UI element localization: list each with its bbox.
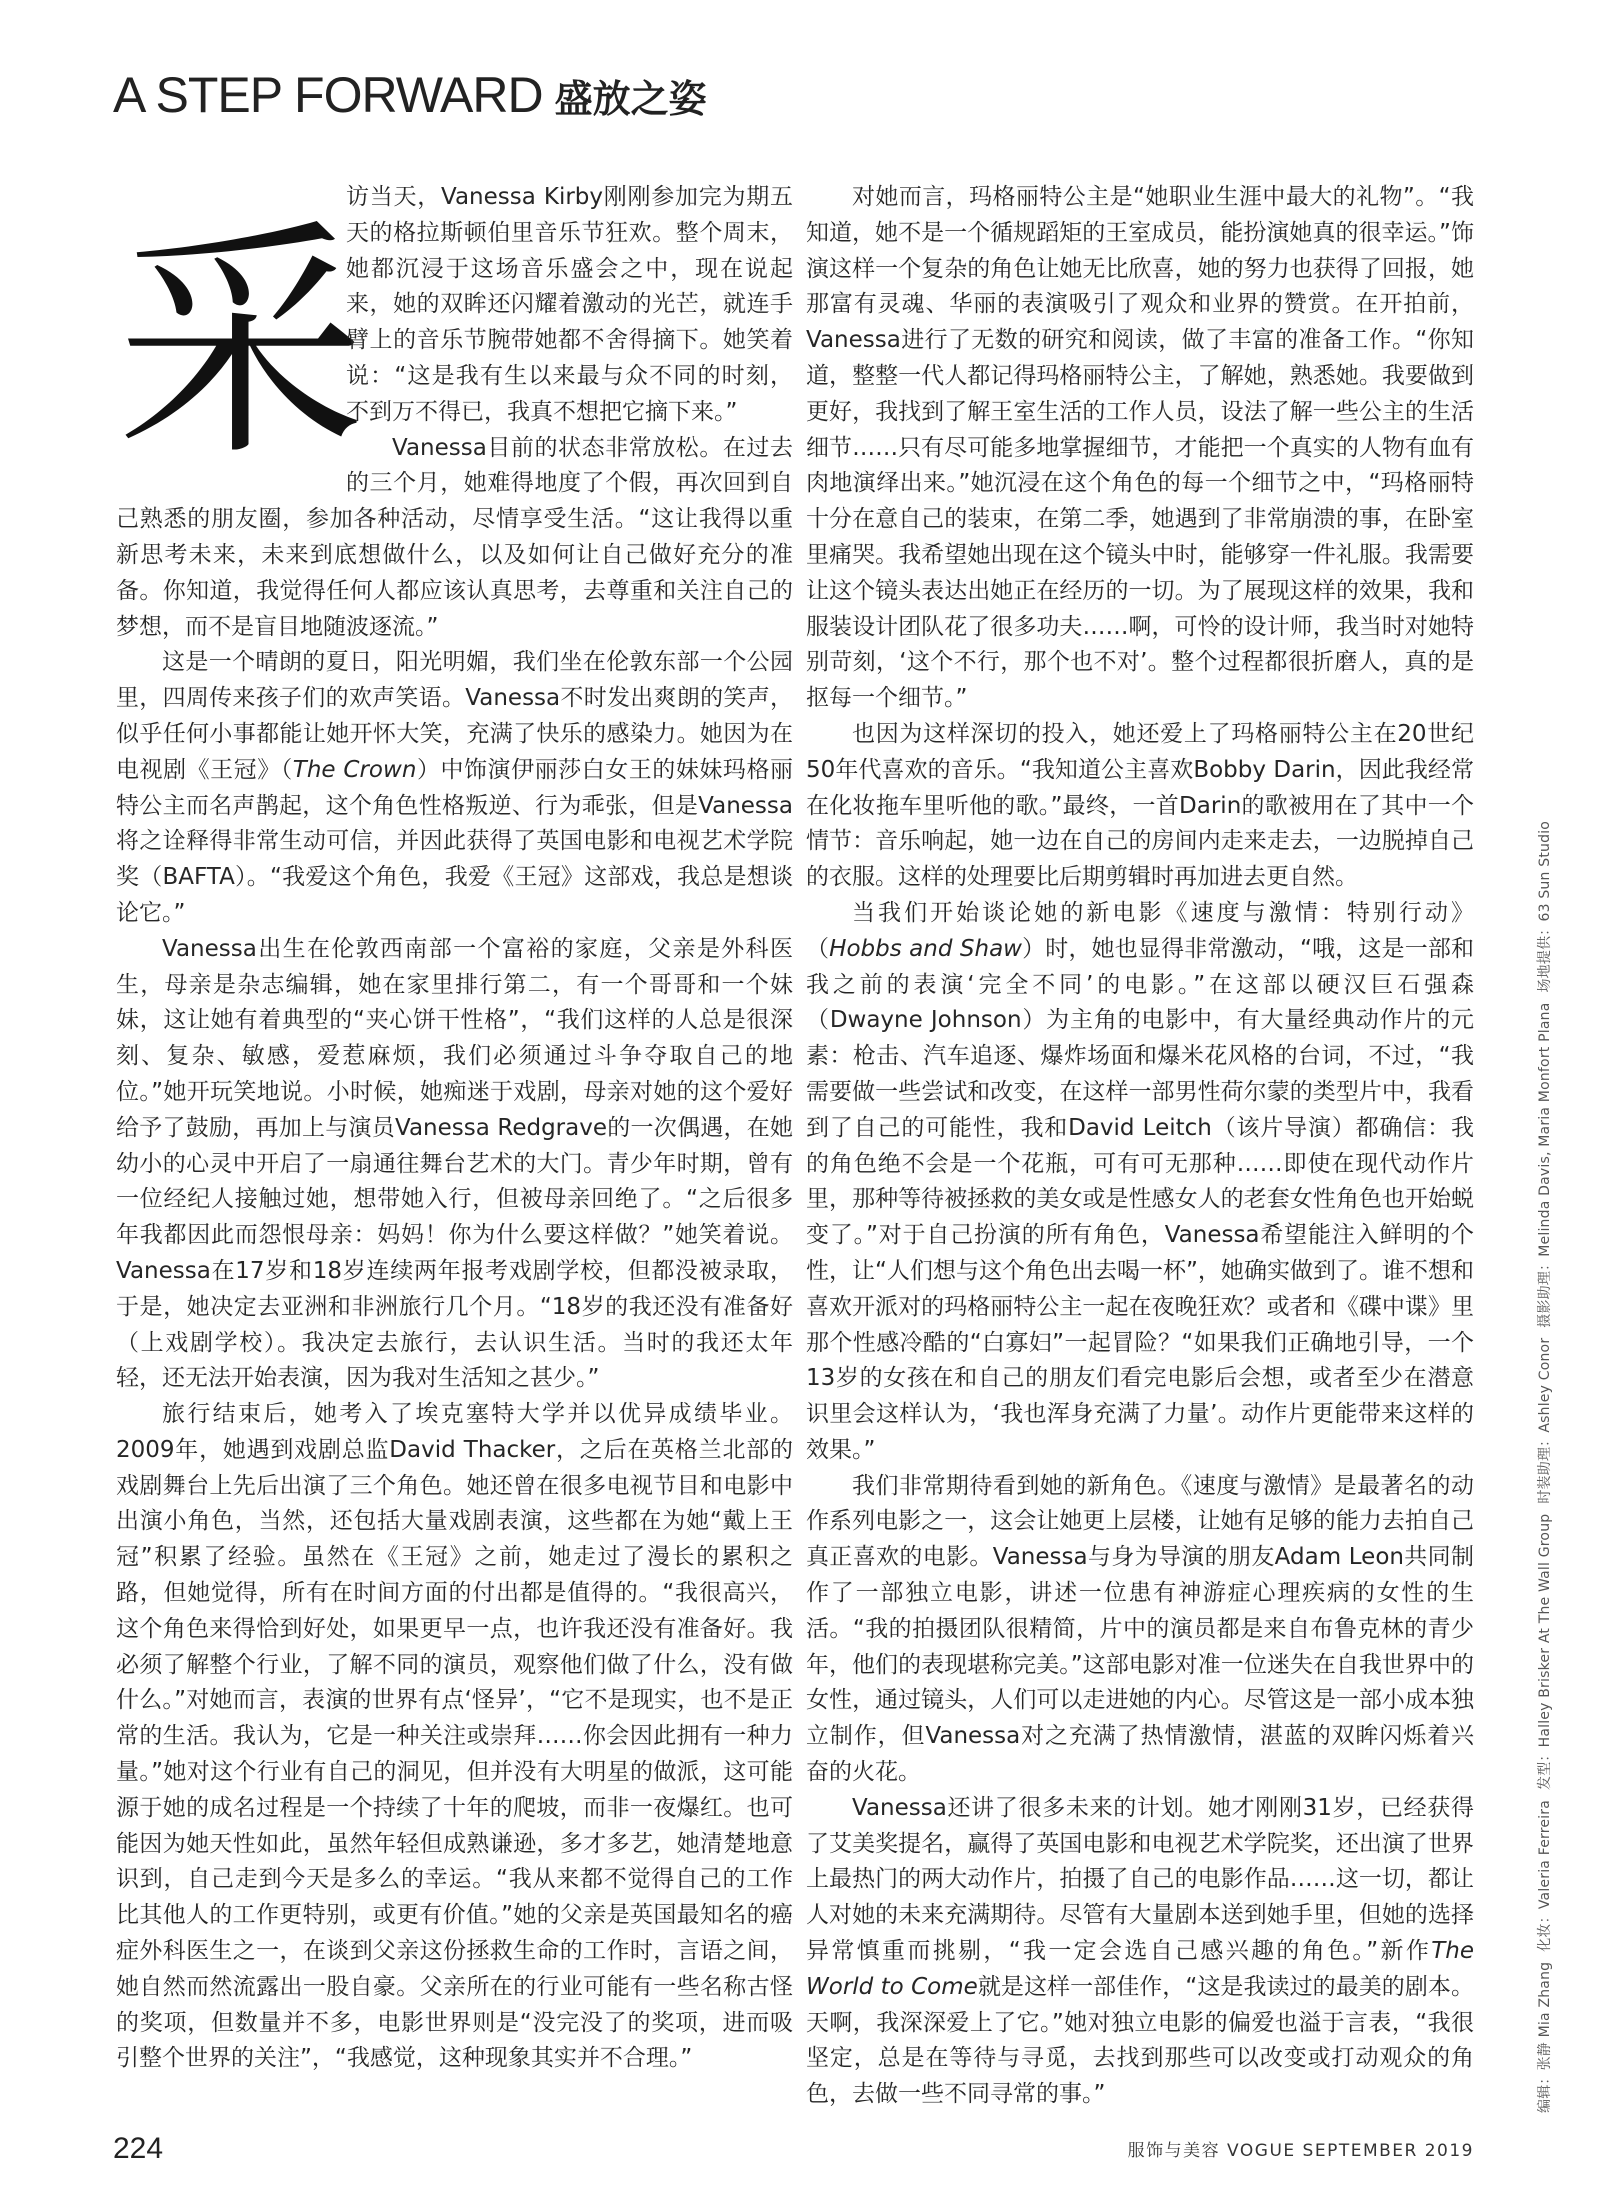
section-title-cn: 盛放之姿 bbox=[554, 77, 707, 121]
credit-makeup: 化妆：Valeria Ferreira bbox=[1537, 1799, 1553, 1952]
page-header bbox=[113, 66, 707, 124]
article-paragraph bbox=[116, 932, 793, 1397]
paragraph-text: 就是这样一部佳作，“这是我读过的最美的剧本。天啊，我深深爱上了它。”她对独立电影的偏爱也溢于言表，“我很坚定，总是在等待与寻觅，去找到那些可以改变或打动观众的角色，去做一些不同寻常的事。” bbox=[806, 1973, 1474, 2108]
paragraph-text: Vanessa出生在伦敦西南部一个富裕的家庭，父亲是外科医生，母亲是杂志编辑，她在家里排行第二，有一个哥哥和一个妹妹，这让她有着典型的“夹心饼干性格”，“我们这样的人总是很深刻、复杂、敏感，爱惹麻烦，我们必须通过斗争夺取自己的地位。”她开玩笑地说。小时候，她痴迷于戏剧，母亲对她的这个爱好给予了鼓励，再加上与演员Vanessa Redgrave的一次偶遇，在她幼小的心灵中开启了一扇通往舞台艺术的大门。青少年时期，曾有一位经纪人接触过她，想带她入行，但被母亲回绝了。“之后很多年我都因此而怨恨母亲：妈妈！你为什么要这样做？”她笑着说。Vanessa在17岁和18岁连续两年报考戏剧学校，但都没被录取，于是，她决定去亚洲和非洲旅行几个月。“18岁的我还没有准备好（上戏剧学校）。我决定去旅行，去认识生活。当时的我还太年轻，还无法开始表演，因为我对生活知之甚少。” bbox=[116, 935, 793, 1392]
drop-cap: 采 bbox=[116, 198, 366, 489]
credit-fashion-assistant: 时装助理：Ashley Conor bbox=[1537, 1337, 1553, 1504]
paragraph-text: 我们非常期待看到她的新角色。《速度与激情》是最著名的动作系列电影之一，这会让她更上层楼，让她有足够的能力去拍自己真正喜欢的电影。Vanessa与身为导演的朋友Adam Leon共同制作了一部独立电影，讲述一位患有神游症心理疾病的女性的生活。“我的拍摄团队很精简，片中的演员都是来自布鲁克林的青少年，他们的表现堪称完美。”这部电影对准一位迷失在自我世界中的女性，通过镜头，人们可以走进她的内心。尽管这是一部小成本独立制作，但Vanessa对之充满了热情激情，湛蓝的双眸闪烁着兴奋的火花。 bbox=[806, 1472, 1474, 1786]
italic-title: The Crown bbox=[292, 756, 417, 783]
article-paragraph bbox=[806, 896, 1474, 1469]
italic-title: The World to Come bbox=[806, 1938, 1474, 2000]
article-paragraph bbox=[806, 1791, 1474, 2113]
credit-photo-assistant: 摄影助理：Melinda Davis, Maria Monfort Plana bbox=[1537, 1002, 1553, 1328]
section-title-en: A STEP FORWARD bbox=[113, 67, 543, 123]
paragraph-text: 访当天，Vanessa Kirby刚刚参加完为期五天的格拉斯顿伯里音乐节狂欢。整个周末，她都沉浸于这场音乐盛会之中，现在说起来，她的双眸还闪耀着激动的光芒，就连手臂上的音乐节腕带她都不舍得摘下。她笑着说：“这是我有生以来最与众不同的时刻，不到万不得已，我真不想把它摘下来。” bbox=[346, 184, 793, 425]
article-paragraph bbox=[806, 1469, 1474, 1791]
article-paragraph bbox=[116, 645, 793, 931]
paragraph-text: Vanessa还讲了很多未来的计划。她才刚刚31岁，已经获得了艾美奖提名，赢得了英国电影和电视艺术学院奖，还出演了世界上最热门的两大动作片，拍摄了自己的电影作品……这一切，都让人对她的未来充满期待。尽管有大量剧本送到她手里，但她的选择异常慎重而挑剔，“我一定会选自己感兴趣的角色。”新作 bbox=[806, 1794, 1474, 1965]
credit-editor: 编辑：张静 Mia Zhang bbox=[1537, 1961, 1553, 2113]
publication-footer: 服饰与美容 VOGUE SEPTEMBER 2019 bbox=[1127, 2141, 1474, 2161]
paragraph-text: 旅行结束后，她考入了埃克塞特大学并以优异成绩毕业。2009年，她遇到戏剧总监David Thacker，之后在英格兰北部的戏剧舞台上先后出演了三个角色。她还曾在很多电视节目和电影中出演小角色，当然，还包括大量戏剧表演，这些都在为她“戴上王冠”积累了经验。虽然在《王冠》之前，她走过了漫长的累积之路，但她觉得，所有在时间方面的付出都是值得的。“我很高兴，这个角色来得恰到好处，如果更早一点，也许我还没有准备好。我必须了解整个行业，了解不同的演员，观察他们做了什么，没有做什么。”对她而言，表演的世界有点‘怪异’，“它不是现实，也不是正常的生活。我认为，它是一种关注或崇拜……你会因此拥有一种力量。”她对这个行业有自己的洞见，但并没有大明星的做派，这可能源于她的成名过程是一个持续了十年的爬坡，而非一夜爆红。也可能因为她天性如此，虽然年轻但成熟谦逊，多才多艺，她清楚地意识到，自己走到今天是多么的幸运。“我从来都不觉得自己的工作比其他人的工作更特别，或更有价值。”她的父亲是英国最知名的癌症外科医生之一，在谈到父亲这份拯救生命的工作时，言语之间，她自然而然流露出一股自豪。父亲所在的行业可能有一些名称古怪的奖项，但数量并不多，电影世界则是“没完没了的奖项，进而吸引整个世界的关注”，“我感觉，这种现象其实并不合理。” bbox=[116, 1401, 793, 2072]
paragraph-text: 当我们开始谈论她的新电影《速度与激情：特别行动》（ bbox=[806, 899, 1474, 962]
article-paragraph bbox=[806, 717, 1474, 896]
page-number: 224 bbox=[113, 2132, 164, 2165]
paragraph-text: 对她而言，玛格丽特公主是“她职业生涯中最大的礼物”。“我知道，她不是一个循规蹈矩的王室成员，能扮演她真的很幸运。”饰演这样一个复杂的角色让她无比欣喜，她的努力也获得了回报，她那富有灵魂、华丽的表演吸引了观众和业界的赞赏。在开拍前，Vanessa进行了无数的研究和阅读，做了丰富的准备工作。“你知道，整整一代人都记得玛格丽特公主，了解她，熟悉她。我要做到更好，我找到了解王室生活的工作人员，设法了解一些公主的生活细节……只有尽可能多地掌握细节，才能把一个真实的人物有血有肉地演绎出来。”她沉浸在这个角色的每一个细节之中，“玛格丽特十分在意自己的装束，在第二季，她遇到了非常崩溃的事，在卧室里痛哭。我希望她出现在这个镜头中时，能够穿一件礼服。我需要让这个镜头表达出她正在经历的一切。为了展现这样的效果，我和服装设计团队花了很多功夫……啊，可怜的设计师，我当时对她特别苛刻，‘这个不行，那个也不对’。整个过程都很折磨人，真的是抠每一个细节。” bbox=[806, 184, 1474, 712]
paragraph-text: 这是一个晴朗的夏日，阳光明媚，我们坐在伦敦东部一个公园里，四周传来孩子们的欢声笑语。Vanessa不时发出爽朗的笑声，似乎任何小事都能让她开怀大笑，充满了快乐的感染力。她因为在电视剧《王冠》（ bbox=[116, 649, 793, 783]
italic-title: Hobbs and Shaw bbox=[829, 935, 1022, 962]
paragraph-text: 也因为这样深切的投入，她还爱上了玛格丽特公主在20世纪50年代喜欢的音乐。“我知道公主喜欢Bobby Darin，因此我经常在化妆拖车里听他的歌。”最终，一首Darin的歌被用在了其中一个情节：音乐响起，她一边在自己的房间内走来走去，一边脱掉自己的衣服。这样的处理要比后期剪辑时再加进去更自然。 bbox=[806, 720, 1474, 891]
credit-venue: 场地提供：63 Sun Studio bbox=[1537, 820, 1553, 993]
photo-credits bbox=[1536, 811, 1554, 2113]
article-column-1 bbox=[116, 180, 793, 2077]
credit-hair: 发型：Halley Brisker At The Wall Group bbox=[1537, 1513, 1553, 1790]
article-paragraph bbox=[806, 180, 1474, 717]
paragraph-text: Vanessa目前的状态非常放松。在过去的三个月，她难得地度了个假，再次回到自己熟悉的朋友圈，参加各种活动，尽情享受生活。“这让我得以重新思考未来，未来到底想做什么，以及如何让自己做好充分的准备。你知道，我觉得任何人都应该认真思考，去尊重和关注自己的梦想，而不是盲目地随波逐流。” bbox=[116, 434, 793, 640]
article-column-2 bbox=[806, 180, 1474, 2113]
paragraph-text: ）时，她也显得非常激动，“哦，这是一部和我之前的表演‘完全不同’的电影。”在这部以硬汉巨石强森（Dwayne Johnson）为主角的电影中，有大量经典动作片的元素：枪击、汽车追逐、爆炸场面和爆米花风格的台词，不过，“我需要做一些尝试和改变，在这样一部男性荷尔蒙的类型片中，我看到了自己的可能性，我和David Leitch（该片导演）都确信：我的角色绝不会是一个花瓶，可有可无那种……即使在现代动作片里，那种等待被拯救的美女或是性感女人的老套女性角色也开始蜕变了。”对于自己扮演的所有角色，Vanessa希望能注入鲜明的个性，让“人们想与这个角色出去喝一杯”，她确实做到了。谁不想和喜欢开派对的玛格丽特公主一起在夜晚狂欢？或者和《碟中谍》里那个性感冷酷的“白寡妇”一起冒险？“如果我们正确地引导，一个13岁的女孩在和自己的朋友们看完电影后会想，或者至少在潜意识里会这样认为，‘我也浑身充满了力量’。动作片更能带来这样的效果。” bbox=[806, 935, 1474, 1463]
article-paragraph bbox=[116, 1397, 793, 2077]
paragraph-text: ）中饰演伊丽莎白女王的妹妹玛格丽特公主而名声鹊起，这个角色性格叛逆、行为乖张，但是Vanessa将之诠释得非常生动可信，并因此获得了英国电影和电视艺术学院奖（BAFTA）。“我爱这个角色，我爱《王冠》这部戏，我总是想谈论它。” bbox=[116, 756, 793, 926]
